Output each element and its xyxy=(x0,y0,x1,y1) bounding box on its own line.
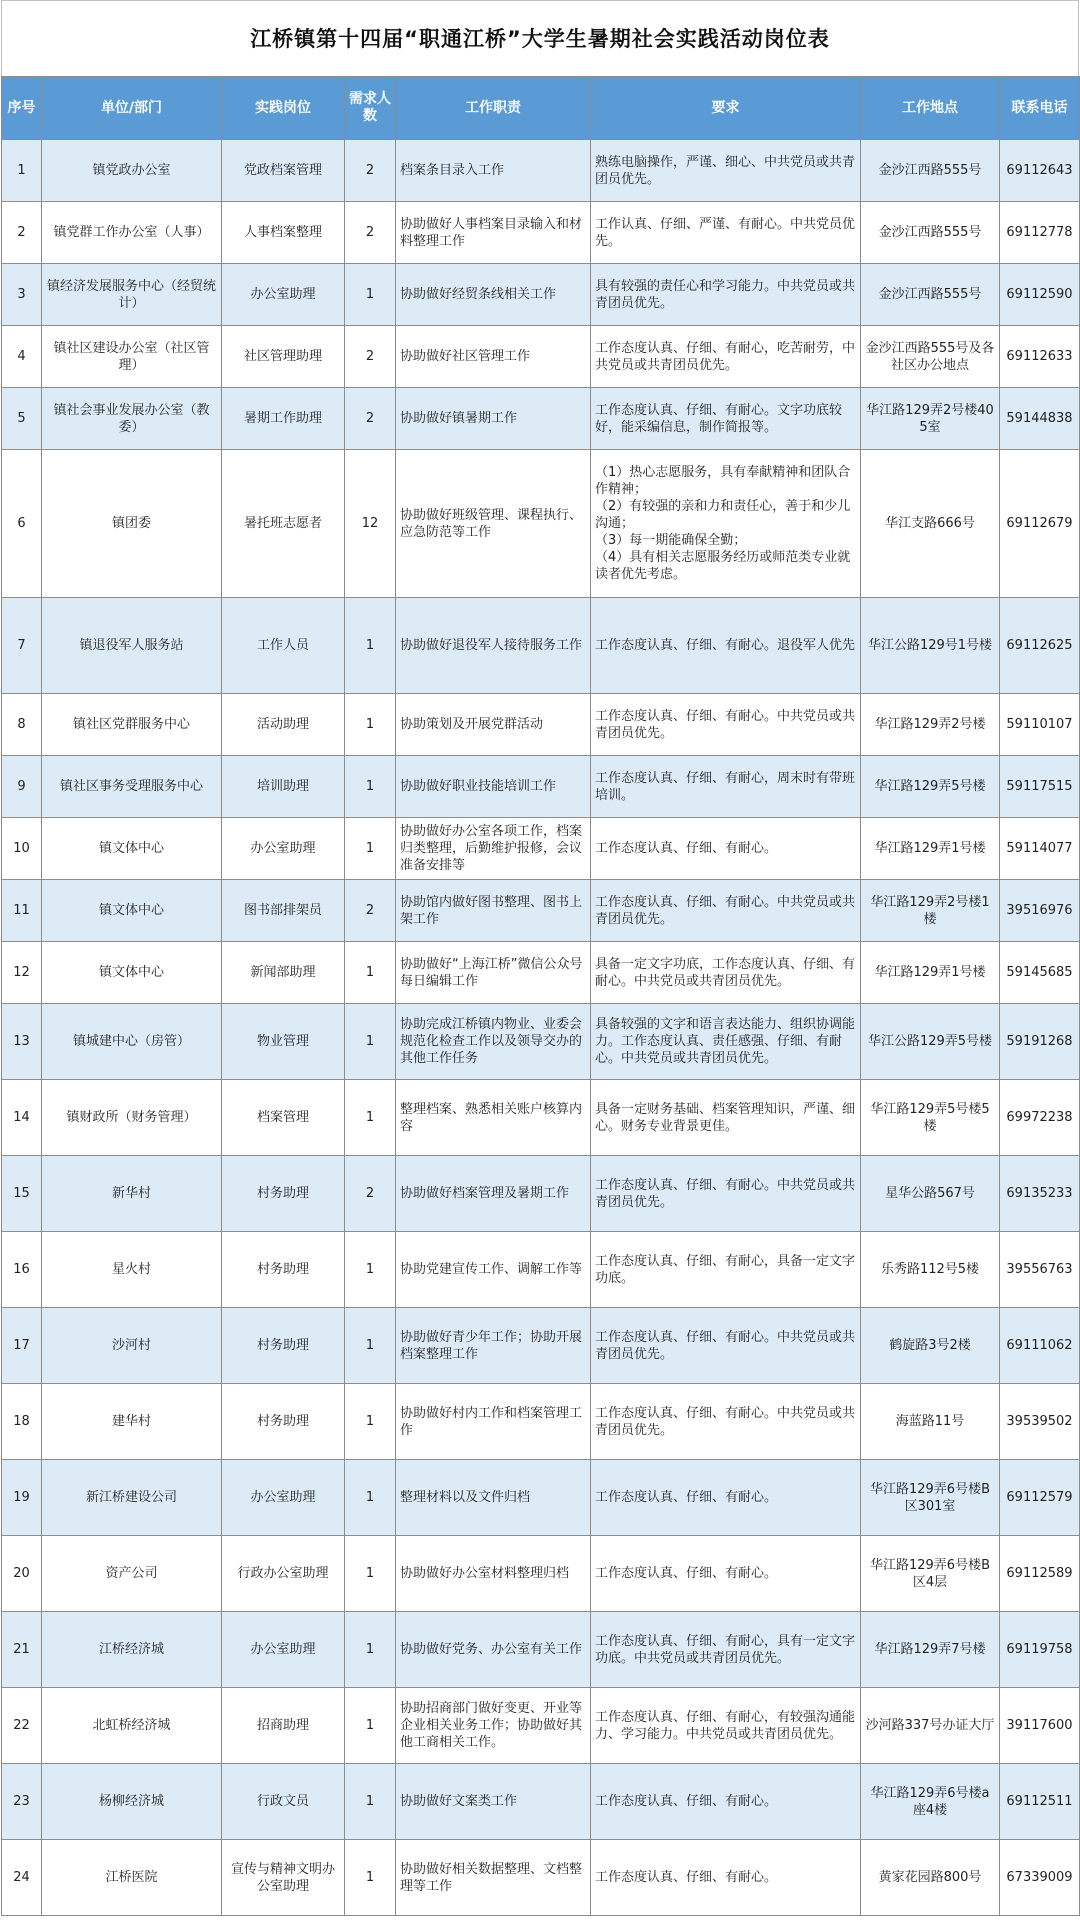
cell-addr: 华江路129弄2号楼1楼 xyxy=(861,880,1000,942)
cell-num: 2 xyxy=(345,388,396,450)
header-num: 需求人数 xyxy=(345,77,396,140)
cell-no: 18 xyxy=(2,1384,42,1460)
header-row xyxy=(2,77,1080,140)
cell-no: 13 xyxy=(2,1004,42,1080)
cell-num: 2 xyxy=(345,140,396,202)
cell-tel: 69112679 xyxy=(1000,450,1080,598)
cell-tel: 59110107 xyxy=(1000,694,1080,756)
cell-tel: 59117515 xyxy=(1000,756,1080,818)
cell-post: 档案管理 xyxy=(222,1080,345,1156)
header-post: 实践岗位 xyxy=(222,77,345,140)
cell-unit: 江桥经济城 xyxy=(42,1612,222,1688)
cell-duty: 协助党建宣传工作、调解工作等 xyxy=(396,1232,591,1308)
cell-tel: 59114077 xyxy=(1000,818,1080,880)
cell-num: 1 xyxy=(345,1004,396,1080)
cell-addr: 乐秀路112号5楼 xyxy=(861,1232,1000,1308)
cell-addr: 华江路129弄1号楼 xyxy=(861,942,1000,1004)
cell-req: 工作态度认真、仔细、有耐心，具有一定文字功底。中共党员或共青团员优先。 xyxy=(591,1612,861,1688)
cell-post: 工作人员 xyxy=(222,598,345,694)
cell-post: 社区管理助理 xyxy=(222,326,345,388)
cell-tel: 69112579 xyxy=(1000,1460,1080,1536)
cell-tel: 69111062 xyxy=(1000,1308,1080,1384)
cell-req: 工作态度认真、仔细、有耐心，吃苦耐劳，中共党员或共青团员优先。 xyxy=(591,326,861,388)
cell-addr: 华江路129弄2号楼405室 xyxy=(861,388,1000,450)
cell-addr: 金沙江西路555号 xyxy=(861,202,1000,264)
cell-post: 村务助理 xyxy=(222,1308,345,1384)
cell-unit: 镇社区建设办公室（社区管理） xyxy=(42,326,222,388)
table-row xyxy=(2,1764,1080,1840)
cell-num: 1 xyxy=(345,818,396,880)
cell-no: 21 xyxy=(2,1612,42,1688)
cell-unit: 星火村 xyxy=(42,1232,222,1308)
cell-post: 办公室助理 xyxy=(222,818,345,880)
cell-addr: 华江路129弄1号楼 xyxy=(861,818,1000,880)
cell-unit: 杨柳经济城 xyxy=(42,1764,222,1840)
cell-addr: 海蓝路11号 xyxy=(861,1384,1000,1460)
page-title: 江桥镇第十四届“职通江桥”大学生暑期社会实践活动岗位表 xyxy=(1,0,1079,76)
cell-duty: 协助做好镇暑期工作 xyxy=(396,388,591,450)
cell-no: 20 xyxy=(2,1536,42,1612)
cell-tel: 59144838 xyxy=(1000,388,1080,450)
cell-unit: 沙河村 xyxy=(42,1308,222,1384)
cell-duty: 协助做好经贸条线相关工作 xyxy=(396,264,591,326)
cell-post: 办公室助理 xyxy=(222,1612,345,1688)
cell-post: 暑期工作助理 xyxy=(222,388,345,450)
table-row xyxy=(2,388,1080,450)
cell-req: 工作态度认真、仔细、有耐心。中共党员或共青团员优先。 xyxy=(591,880,861,942)
cell-tel: 69112590 xyxy=(1000,264,1080,326)
cell-post: 村务助理 xyxy=(222,1384,345,1460)
cell-unit: 镇文体中心 xyxy=(42,880,222,942)
cell-num: 1 xyxy=(345,694,396,756)
cell-duty: 整理材料以及文件归档 xyxy=(396,1460,591,1536)
cell-tel: 39516976 xyxy=(1000,880,1080,942)
table-row xyxy=(2,140,1080,202)
cell-no: 9 xyxy=(2,756,42,818)
cell-tel: 69112643 xyxy=(1000,140,1080,202)
table-row xyxy=(2,1536,1080,1612)
cell-num: 1 xyxy=(345,1080,396,1156)
cell-duty: 协助做好办公室各项工作，档案归类整理，后勤维护报修，会议准备安排等 xyxy=(396,818,591,880)
cell-post: 行政文员 xyxy=(222,1764,345,1840)
cell-duty: 整理档案、熟悉相关账户核算内容 xyxy=(396,1080,591,1156)
table-row xyxy=(2,1156,1080,1232)
cell-duty: 协助做好班级管理、课程执行、应急防范等工作 xyxy=(396,450,591,598)
cell-duty: 协助做好党务、办公室有关工作 xyxy=(396,1612,591,1688)
cell-duty: 协助招商部门做好变更、开业等企业相关业务工作；协助做好其他工商相关工作。 xyxy=(396,1688,591,1764)
cell-req: 工作态度认真、仔细、有耐心，周末时有带班培训。 xyxy=(591,756,861,818)
cell-no: 23 xyxy=(2,1764,42,1840)
table-row xyxy=(2,264,1080,326)
cell-req: 工作认真、仔细、严谨、有耐心。中共党员优先。 xyxy=(591,202,861,264)
cell-no: 3 xyxy=(2,264,42,326)
cell-unit: 镇党群工作办公室（人事） xyxy=(42,202,222,264)
cell-post: 人事档案整理 xyxy=(222,202,345,264)
cell-num: 12 xyxy=(345,450,396,598)
table-row xyxy=(2,450,1080,598)
cell-unit: 镇社会事业发展办公室（教委） xyxy=(42,388,222,450)
cell-req: 工作态度认真、仔细、有耐心。中共党员或共青团员优先。 xyxy=(591,694,861,756)
cell-no: 7 xyxy=(2,598,42,694)
cell-post: 办公室助理 xyxy=(222,264,345,326)
cell-req: 工作态度认真、仔细、有耐心。 xyxy=(591,1764,861,1840)
cell-no: 11 xyxy=(2,880,42,942)
cell-addr: 华江支路666号 xyxy=(861,450,1000,598)
cell-num: 1 xyxy=(345,1688,396,1764)
cell-tel: 59145685 xyxy=(1000,942,1080,1004)
cell-req: （1）热心志愿服务，具有奉献精神和团队合作精神； （2）有较强的亲和力和责任心，善于和少儿沟通； （3）每一期能确保全勤； （4）具有相关志愿服务经历或师范类专业就读者优先考虑。 xyxy=(591,450,861,598)
cell-req: 工作态度认真、仔细、有耐心。 xyxy=(591,1460,861,1536)
cell-unit: 江桥医院 xyxy=(42,1840,222,1916)
cell-post: 图书部排架员 xyxy=(222,880,345,942)
cell-tel: 69112778 xyxy=(1000,202,1080,264)
cell-num: 2 xyxy=(345,1156,396,1232)
cell-post: 招商助理 xyxy=(222,1688,345,1764)
cell-post: 村务助理 xyxy=(222,1156,345,1232)
cell-req: 熟练电脑操作，严谨、细心、中共党员或共青团员优先。 xyxy=(591,140,861,202)
cell-addr: 华江公路129号1号楼 xyxy=(861,598,1000,694)
cell-unit: 镇社区党群服务中心 xyxy=(42,694,222,756)
cell-tel: 67339009 xyxy=(1000,1840,1080,1916)
header-addr: 工作地点 xyxy=(861,77,1000,140)
cell-unit: 镇财政所（财务管理） xyxy=(42,1080,222,1156)
cell-req: 工作态度认真、仔细、有耐心。文字功底较好，能采编信息，制作简报等。 xyxy=(591,388,861,450)
table-body xyxy=(2,140,1080,1916)
table-row xyxy=(2,1840,1080,1916)
cell-tel: 69112625 xyxy=(1000,598,1080,694)
cell-req: 工作态度认真、仔细、有耐心。 xyxy=(591,1840,861,1916)
cell-post: 新闻部助理 xyxy=(222,942,345,1004)
cell-duty: 协助做好人事档案目录输入和材料整理工作 xyxy=(396,202,591,264)
cell-duty: 协助做好职业技能培训工作 xyxy=(396,756,591,818)
table-row xyxy=(2,1460,1080,1536)
cell-num: 2 xyxy=(345,880,396,942)
cell-tel: 69972238 xyxy=(1000,1080,1080,1156)
cell-addr: 华江路129弄5号楼5楼 xyxy=(861,1080,1000,1156)
cell-no: 22 xyxy=(2,1688,42,1764)
cell-req: 工作态度认真、仔细、有耐心。 xyxy=(591,1536,861,1612)
cell-addr: 华江路129弄6号楼B区4层 xyxy=(861,1536,1000,1612)
table-row xyxy=(2,1004,1080,1080)
cell-no: 1 xyxy=(2,140,42,202)
cell-no: 16 xyxy=(2,1232,42,1308)
cell-num: 1 xyxy=(345,598,396,694)
cell-tel: 39556763 xyxy=(1000,1232,1080,1308)
cell-addr: 黄家花园路800号 xyxy=(861,1840,1000,1916)
cell-no: 12 xyxy=(2,942,42,1004)
cell-req: 工作态度认真、仔细、有耐心。退役军人优先 xyxy=(591,598,861,694)
cell-no: 19 xyxy=(2,1460,42,1536)
table-row xyxy=(2,942,1080,1004)
cell-post: 宣传与精神文明办公室助理 xyxy=(222,1840,345,1916)
cell-req: 工作态度认真、仔细、有耐心。中共党员或共青团员优先。 xyxy=(591,1156,861,1232)
cell-no: 24 xyxy=(2,1840,42,1916)
table-row xyxy=(2,694,1080,756)
cell-no: 5 xyxy=(2,388,42,450)
table-row xyxy=(2,326,1080,388)
cell-duty: 协助做好相关数据整理、文档整理等工作 xyxy=(396,1840,591,1916)
cell-req: 工作态度认真、仔细、有耐心。中共党员或共青团员优先。 xyxy=(591,1384,861,1460)
cell-tel: 69112633 xyxy=(1000,326,1080,388)
header-duty: 工作职责 xyxy=(396,77,591,140)
cell-unit: 镇文体中心 xyxy=(42,818,222,880)
cell-unit: 北虹桥经济城 xyxy=(42,1688,222,1764)
cell-duty: 协助做好青少年工作；协助开展档案整理工作 xyxy=(396,1308,591,1384)
cell-num: 1 xyxy=(345,1384,396,1460)
cell-tel: 69119758 xyxy=(1000,1612,1080,1688)
cell-req: 工作态度认真、仔细、有耐心。中共党员或共青团员优先。 xyxy=(591,1308,861,1384)
cell-num: 1 xyxy=(345,1612,396,1688)
cell-duty: 协助完成江桥镇内物业、业委会规范化检查工作以及领导交办的其他工作任务 xyxy=(396,1004,591,1080)
cell-post: 培训助理 xyxy=(222,756,345,818)
cell-post: 活动助理 xyxy=(222,694,345,756)
cell-req: 具备较强的文字和语言表达能力、组织协调能力。工作态度认真、责任感强、仔细、有耐心。中共党员或共青团员优先。 xyxy=(591,1004,861,1080)
cell-post: 物业管理 xyxy=(222,1004,345,1080)
cell-duty: 协助馆内做好图书整理、图书上架工作 xyxy=(396,880,591,942)
cell-duty: 协助策划及开展党群活动 xyxy=(396,694,591,756)
cell-duty: 协助做好村内工作和档案管理工作 xyxy=(396,1384,591,1460)
cell-tel: 69112511 xyxy=(1000,1764,1080,1840)
cell-unit: 新江桥建设公司 xyxy=(42,1460,222,1536)
table-row xyxy=(2,1384,1080,1460)
positions-table xyxy=(1,76,1080,1916)
cell-unit: 镇社区事务受理服务中心 xyxy=(42,756,222,818)
cell-post: 暑托班志愿者 xyxy=(222,450,345,598)
cell-no: 14 xyxy=(2,1080,42,1156)
cell-no: 15 xyxy=(2,1156,42,1232)
cell-duty: 协助做好“上海江桥”微信公众号每日编辑工作 xyxy=(396,942,591,1004)
cell-addr: 华江路129弄6号楼B区301室 xyxy=(861,1460,1000,1536)
cell-num: 1 xyxy=(345,1764,396,1840)
cell-unit: 镇文体中心 xyxy=(42,942,222,1004)
cell-num: 1 xyxy=(345,1460,396,1536)
cell-req: 具备一定财务基础、档案管理知识，严谨、细心。财务专业背景更佳。 xyxy=(591,1080,861,1156)
cell-post: 村务助理 xyxy=(222,1232,345,1308)
cell-addr: 金沙江西路555号及各社区办公地点 xyxy=(861,326,1000,388)
cell-unit: 镇退役军人服务站 xyxy=(42,598,222,694)
cell-addr: 华江路129弄2号楼 xyxy=(861,694,1000,756)
cell-req: 工作态度认真、仔细、有耐心，有较强沟通能力、学习能力。中共党员或共青团员优先。 xyxy=(591,1688,861,1764)
cell-addr: 华江路129弄7号楼 xyxy=(861,1612,1000,1688)
cell-no: 6 xyxy=(2,450,42,598)
cell-unit: 镇城建中心（房管） xyxy=(42,1004,222,1080)
header-req: 要求 xyxy=(591,77,861,140)
cell-tel: 59191268 xyxy=(1000,1004,1080,1080)
cell-no: 17 xyxy=(2,1308,42,1384)
cell-req: 具备一定文字功底，工作态度认真、仔细、有耐心。中共党员或共青团员优先。 xyxy=(591,942,861,1004)
cell-num: 1 xyxy=(345,264,396,326)
cell-tel: 69135233 xyxy=(1000,1156,1080,1232)
cell-addr: 金沙江西路555号 xyxy=(861,264,1000,326)
cell-tel: 39539502 xyxy=(1000,1384,1080,1460)
cell-addr: 沙河路337号办证大厅 xyxy=(861,1688,1000,1764)
cell-duty: 协助做好社区管理工作 xyxy=(396,326,591,388)
cell-unit: 镇经济发展服务中心（经贸统计） xyxy=(42,264,222,326)
cell-req: 具有较强的责任心和学习能力。中共党员或共青团员优先。 xyxy=(591,264,861,326)
cell-req: 工作态度认真、仔细、有耐心，具备一定文字功底。 xyxy=(591,1232,861,1308)
cell-no: 8 xyxy=(2,694,42,756)
cell-no: 4 xyxy=(2,326,42,388)
table-row xyxy=(2,1232,1080,1308)
cell-post: 行政办公室助理 xyxy=(222,1536,345,1612)
cell-tel: 39117600 xyxy=(1000,1688,1080,1764)
cell-num: 1 xyxy=(345,1232,396,1308)
table-row xyxy=(2,1308,1080,1384)
cell-addr: 星华公路567号 xyxy=(861,1156,1000,1232)
cell-unit: 资产公司 xyxy=(42,1536,222,1612)
cell-post: 办公室助理 xyxy=(222,1460,345,1536)
cell-addr: 金沙江西路555号 xyxy=(861,140,1000,202)
table-row xyxy=(2,202,1080,264)
table-row xyxy=(2,1688,1080,1764)
cell-unit: 镇党政办公室 xyxy=(42,140,222,202)
cell-addr: 华江路129弄6号楼a座4楼 xyxy=(861,1764,1000,1840)
cell-num: 1 xyxy=(345,1308,396,1384)
cell-no: 10 xyxy=(2,818,42,880)
cell-duty: 协助做好档案管理及暑期工作 xyxy=(396,1156,591,1232)
cell-num: 2 xyxy=(345,326,396,388)
cell-duty: 协助做好文案类工作 xyxy=(396,1764,591,1840)
cell-duty: 协助做好办公室材料整理归档 xyxy=(396,1536,591,1612)
cell-addr: 鹤旋路3号2楼 xyxy=(861,1308,1000,1384)
cell-num: 1 xyxy=(345,1840,396,1916)
cell-num: 1 xyxy=(345,1536,396,1612)
table-row xyxy=(2,1612,1080,1688)
header-tel: 联系电话 xyxy=(1000,77,1080,140)
cell-num: 1 xyxy=(345,942,396,1004)
header-unit: 单位/部门 xyxy=(42,77,222,140)
cell-unit: 镇团委 xyxy=(42,450,222,598)
cell-num: 1 xyxy=(345,756,396,818)
cell-num: 2 xyxy=(345,202,396,264)
cell-req: 工作态度认真、仔细、有耐心。 xyxy=(591,818,861,880)
cell-post: 党政档案管理 xyxy=(222,140,345,202)
table-row xyxy=(2,756,1080,818)
cell-unit: 新华村 xyxy=(42,1156,222,1232)
table-row xyxy=(2,880,1080,942)
cell-addr: 华江路129弄5号楼 xyxy=(861,756,1000,818)
cell-unit: 建华村 xyxy=(42,1384,222,1460)
header-no: 序号 xyxy=(2,77,42,140)
cell-no: 2 xyxy=(2,202,42,264)
table-row xyxy=(2,598,1080,694)
cell-duty: 协助做好退役军人接待服务工作 xyxy=(396,598,591,694)
cell-tel: 69112589 xyxy=(1000,1536,1080,1612)
table-row xyxy=(2,1080,1080,1156)
cell-duty: 档案条目录入工作 xyxy=(396,140,591,202)
cell-addr: 华江公路129弄5号楼 xyxy=(861,1004,1000,1080)
table-row xyxy=(2,818,1080,880)
